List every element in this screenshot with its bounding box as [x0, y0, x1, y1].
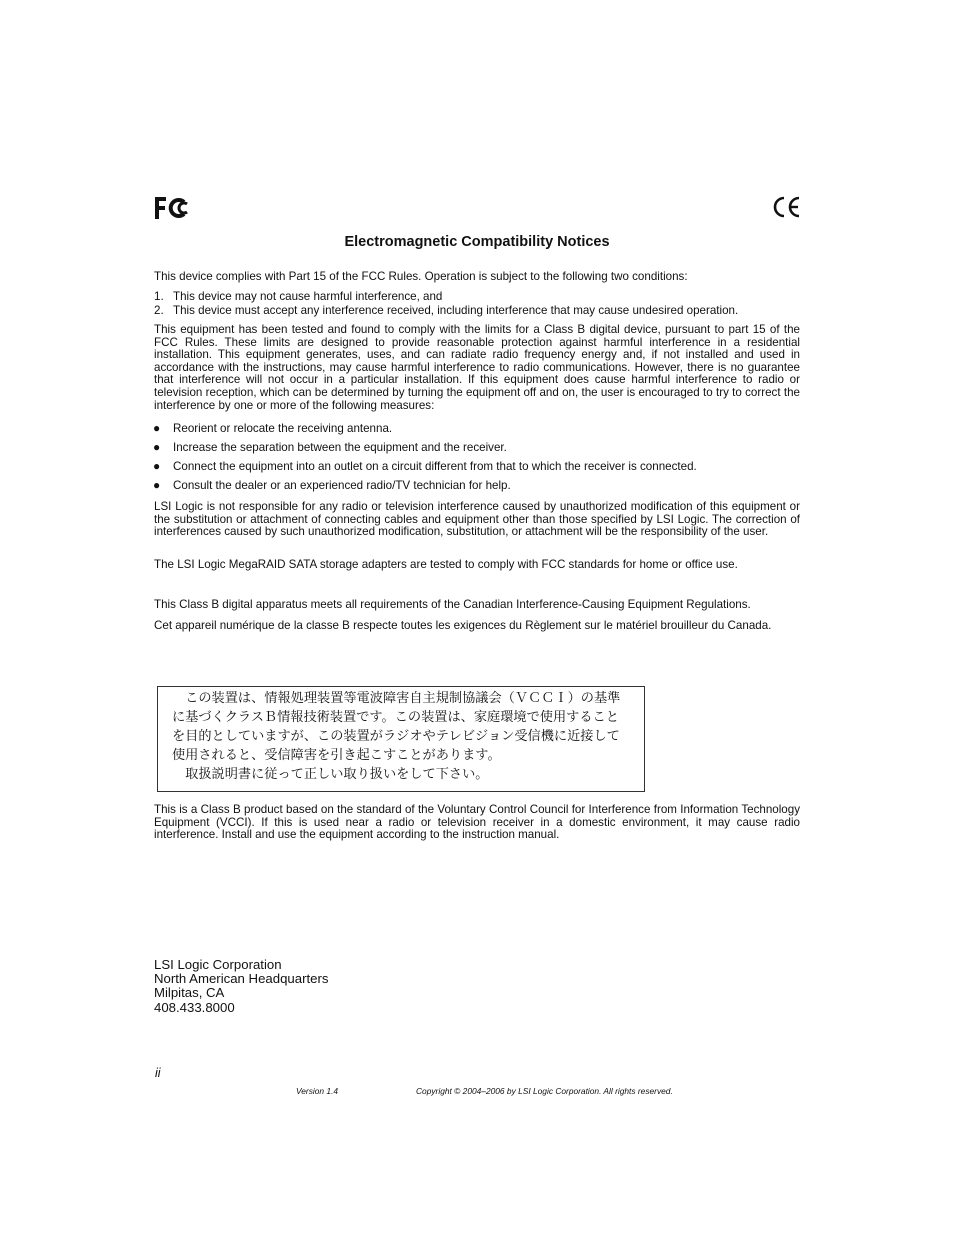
company-address	[154, 958, 328, 1015]
vcci-line: 取扱説明書に従って正しい取り扱いをして下さい。	[172, 767, 489, 782]
address-line: North American Headquarters	[154, 971, 329, 987]
vcci-notice-box	[157, 686, 645, 792]
vcci-line: この装置は、情報処理装置等電波障害自主規制協議会（ＶＣＣＩ）の基準	[172, 691, 621, 706]
vcci-line: に基づくクラスＢ情報技術装置です。この装置は、家庭環境で使用すること	[172, 710, 619, 725]
intro-text: This device complies with Part 15 of the FCC Rules. Operation is subject to the following two conditions:	[154, 270, 688, 283]
canada-fr-paragraph: Cet appareil numérique de la classe B respecte toutes les exigences du Règlement sur le matériel brouilleur du Canada.	[154, 619, 772, 632]
condition-number: 2.	[154, 304, 164, 317]
canada-en-paragraph: This Class B digital apparatus meets all requirements of the Canadian Interference-Causing Equipment Regulations.	[154, 598, 751, 611]
list-item: Connect the equipment into an outlet on a circuit different from that to which the receiver is connected.	[173, 460, 697, 473]
address-line: LSI Logic Corporation	[154, 957, 282, 972]
fcc-logo	[154, 194, 190, 222]
address-line: 408.433.8000	[154, 999, 235, 1015]
condition-text: This device may not cause harmful interference, and	[173, 290, 443, 303]
list-item: Increase the separation between the equipment and the receiver.	[173, 441, 507, 454]
address-line: Milpitas, CA	[154, 985, 225, 1001]
tested-paragraph: This equipment has been tested and found to comply with the limits for a Class B digital device, pursuant to part 15 of the FCC Rules. These limits are designed to provide reasonable protection against harmful interference in a residential installation. This equipment generates, uses, and can radiate radio frequency energy and, if not installed and used in accordance with the instructions, may cause harmful interference to radio communications. However, there is no guarantee that interference will not occur in a particular installation. If this equipment does cause harmful interference to radio or television reception, which can be determined by turning the equipment off and on, the user is encouraged to try to correct the interference by one or more of the following measures:	[154, 323, 800, 412]
megaraid-paragraph: The LSI Logic MegaRAID SATA storage adapters are tested to comply with FCC standards for home or office use.	[154, 558, 738, 571]
list-item: Consult the dealer or an experienced radio/TV technician for help.	[173, 479, 511, 492]
list-item: Reorient or relocate the receiving antenna.	[173, 422, 393, 435]
vcci-line: を目的としていますが、この装置がラジオやテレビジョン受信機に近接して	[172, 729, 620, 744]
page-title: Electromagnetic Compatibility Notices	[344, 234, 610, 250]
bullet-icon: ●	[153, 459, 161, 473]
ce-logo	[771, 194, 801, 220]
vcci-english-paragraph: This is a Class B product based on the standard of the Voluntary Control Council for Interference from Information Technology Equipment (VCCI). If this is used near a radio or television receiver in a domestic environment, it may cause radio interference. Install and use the equipment according to the instruction manual.	[154, 803, 800, 842]
lsi-responsibility-paragraph: LSI Logic is not responsible for any radio or television interference caused by unauthorized modification of this equipment or the substitution or attachment of connecting cables and equipment other than those specified by LSI Logic. The correction of interferences caused by such unauthorized modification, substitution, or attachment will be the responsibility of the user.	[154, 500, 800, 539]
condition-text: This device must accept any interference received, including interference that may cause undesired operation.	[173, 304, 739, 317]
bullet-icon: ●	[153, 421, 161, 435]
bullet-icon: ●	[153, 478, 161, 492]
footer-version: Version 1.4	[296, 1086, 339, 1096]
footer-copyright: Copyright © 2004–2006 by LSI Logic Corporation. All rights reserved.	[416, 1086, 673, 1096]
condition-number: 1.	[154, 290, 164, 303]
vcci-line: 使用されると、受信障害を引き起こすことがあります。	[172, 748, 501, 763]
page-number: ii	[155, 1066, 161, 1080]
bullet-icon: ●	[153, 440, 161, 454]
